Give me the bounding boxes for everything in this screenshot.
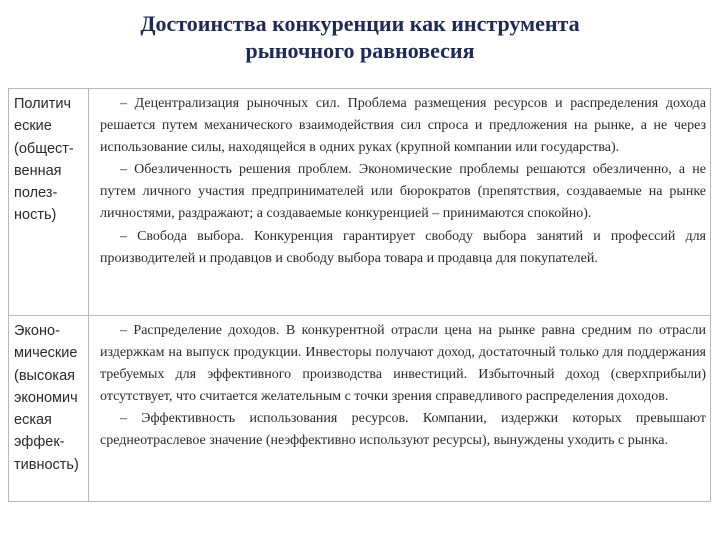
category-line: венная xyxy=(14,162,62,179)
category-line: экономич xyxy=(14,389,78,406)
category-line: тивность) xyxy=(14,456,79,473)
title-line-2: рыночного равновесия xyxy=(245,38,475,63)
description-cell-economic xyxy=(89,316,710,501)
description-cell-political xyxy=(89,89,710,315)
page-title xyxy=(0,10,720,64)
category-line: Эконо- xyxy=(14,323,60,339)
income-distribution-paragraph: – Распределение доходов. В конкурентной отрасли цена на рынке равна средним по отрасли издержкам на выпуск продукции. Инвесторы получают доход, достаточный только для поддержания требуемых для эффективного производства инвестиций. Избыточный доход (сверхприбыли) отсутствует, что считается желательным с точки зрения справедливого распределения доходов. xyxy=(100,323,706,405)
category-line: (общест- xyxy=(14,140,74,157)
category-line: эффек- xyxy=(14,434,65,451)
category-line: еские xyxy=(14,118,52,135)
category-line: еская xyxy=(14,412,52,429)
advantages-table xyxy=(8,88,711,502)
category-line: мические xyxy=(14,345,78,362)
category-line: (высокая xyxy=(14,367,76,384)
category-line: Политич xyxy=(14,96,72,112)
resource-efficiency-paragraph: – Эффективность использования ресурсов. Компании, издержки которых превышают среднеотраслевое значение (неэффективно используют ресурсы), вынуждены уходить с рынка. xyxy=(100,411,706,449)
decentralization-paragraph: – Децентрализация рыночных сил. Проблема размещения ресурсов и распределения дохода решается путем механического взаимодействия сил спроса и предложения на рынке, а не через использование силы, находящейся в одних руках (крупной компании или государства). xyxy=(100,96,706,156)
category-line: полез- xyxy=(14,185,58,202)
title-line-1: Достоинства конкуренции как инструмента xyxy=(140,11,580,36)
freedom-of-choice-paragraph: – Свобода выбора. Конкуренция гарантирует свободу выбора занятий и профессий для производителей и продавцов и свободу выбора товара и продавца для покупателей. xyxy=(100,228,706,266)
table-row-political xyxy=(9,89,710,315)
category-cell-political xyxy=(9,89,89,315)
table-row-economic xyxy=(9,315,710,501)
impersonality-paragraph: – Обезличенность решения проблем. Экономические проблемы решаются обезличенно, а не путем личного участия предпринимателей или бюрократов (препятствия, создаваемые на рынке личностями, раздражают; а создаваемые конкуренцией – принимаются спокойно). xyxy=(100,162,706,222)
category-cell-economic xyxy=(9,316,89,501)
category-line: ность) xyxy=(14,207,57,224)
